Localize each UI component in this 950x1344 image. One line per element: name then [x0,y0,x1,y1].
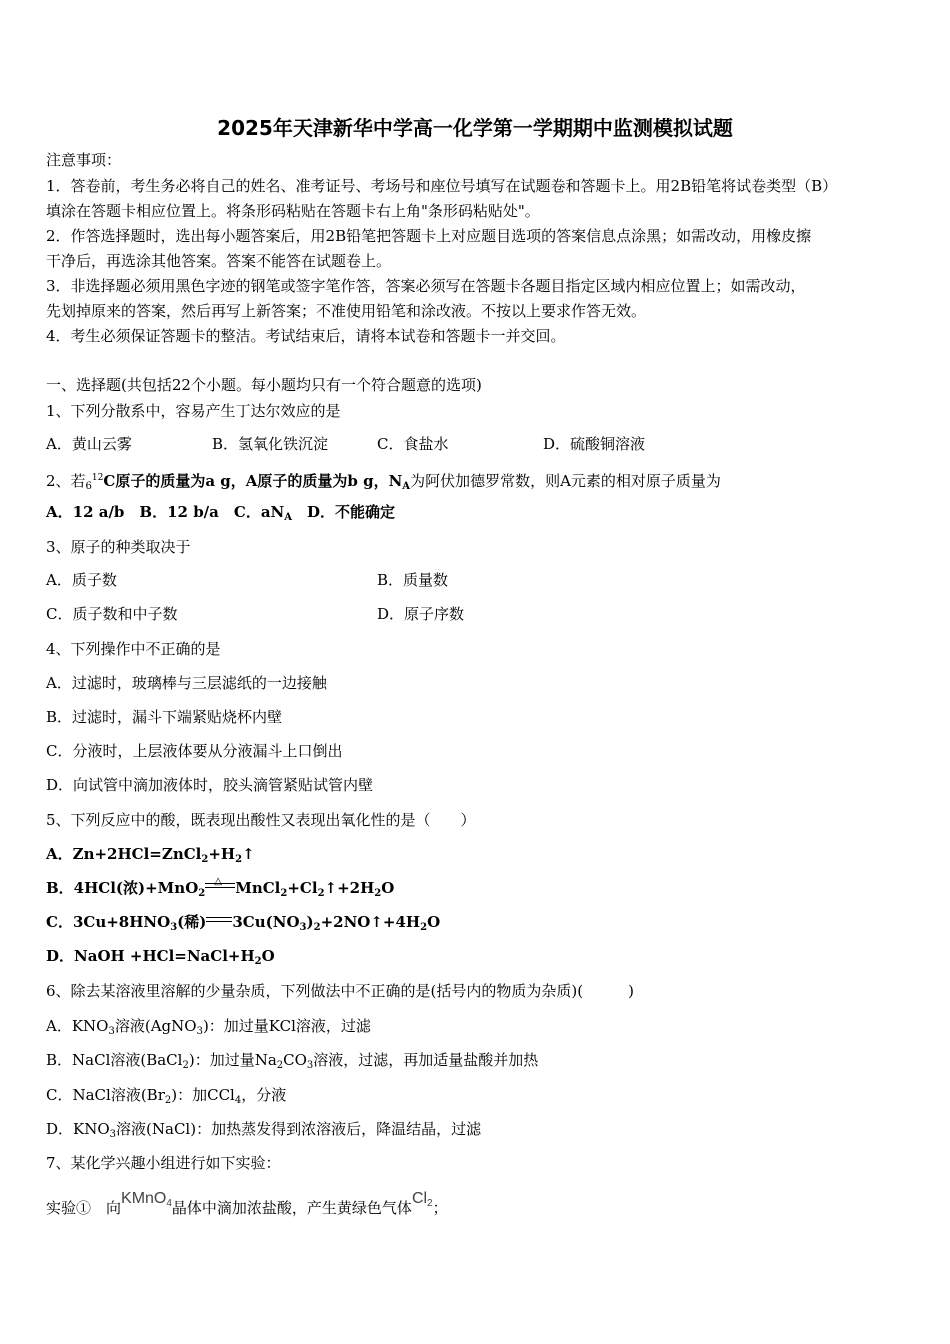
question-stem: 7、某化学兴趣小组进行如下实验： [46,1154,281,1172]
option-b: B．4HCl(浓)+MnO$_2$ △ $MnCl_2+Cl_2↑+2H_2O$ [46,876,395,899]
option-d: D．向试管中滴加液体时，胶头滴管紧贴试管内壁 [46,776,374,794]
option-a: A．$Zn+2HCl=ZnCl_2+H_2↑$ [46,845,255,865]
notice-line: 先划掉原来的答案，然后再写上新答案；不准使用铅笔和涂改液。不按以上要求作答无效。 [46,302,647,320]
notice-line: 2．作答选择题时，选出每小题答案后，用2B铅笔把答题卡上对应题目选项的答案信息点涂黑；如需改动，用橡皮擦 [46,227,812,245]
page-title: 2025年天津新华中学高一化学第一学期期中监测模拟试题 [217,116,733,140]
option-a: A．质子数 [46,571,117,589]
option-d: D．NaOH $+HCl=NaCl+H_2O$ [46,947,275,967]
option-c: C．NaCl溶液$(Br_2)$：加CCl$_4$，分液 [46,1086,287,1106]
notice-line: 干净后，再选涂其他答案。答案不能答在试题卷上。 [46,252,392,270]
question-options: A．12 a/b B．12 b/a C．$aN_A$ D．不能确定 [46,503,396,523]
section-heading: 一、选择题(共包括22个小题。每小题均只有一个符合题意的选项) [46,376,482,394]
question-stem: 5、下列反应中的酸，既表现出酸性又表现出氧化性的是（ ） [46,811,476,829]
notice-line: 1．答卷前，考生务必将自己的姓名、准考证号、考场号和座位号填写在试题卷和答题卡上。用2B铅笔将试卷类型（B） [46,177,838,195]
option-d: D．$KNO_3$溶液(NaCl)：加热蒸发得到浓溶液后，降温结晶，过滤 [46,1120,482,1140]
question-stem: 1、下列分散系中，容易产生丁达尔效应的是 [46,402,341,420]
question-stem: 6、除去某溶液里溶解的少量杂质，下列做法中不正确的是(括号内的物质为杂质)( ) [46,982,634,1000]
notice-heading: 注意事项： [46,151,122,169]
option-c: C．质子数和中子数 [46,605,178,623]
experiment-line: 实验① 向KMnO$_4$晶体中滴加浓盐酸，产生黄绿色气体$Cl_2$； [46,1190,448,1217]
notice-line: 3．非选择题必须用黑色字迹的钢笔或签字笔作答，答案必须写在答题卡各题目指定区域内相应位置上；如需改动， [46,277,806,295]
option-a: A．过滤时，玻璃棒与三层滤纸的一边接触 [46,674,327,692]
option-c: C．食盐水 [377,435,449,453]
option-b: B．氢氧化铁沉淀 [212,435,329,453]
option-a: A．黄山云雾 [46,435,132,453]
question-stem: 4、下列操作中不正确的是 [46,640,221,658]
option-b: B．质量数 [377,571,449,589]
option-a: A．$KNO_3$溶液(AgNO$_3$)：加过量KCl溶液，过滤 [46,1017,371,1037]
option-c: C．$3Cu+8HNO_3$(稀) $3Cu(NO_3)_2+2NO↑+4H_2O$ [46,913,441,933]
notice-line: 4．考生必须保证答题卡的整洁。考试结束后，请将本试卷和答题卡一并交回。 [46,327,566,345]
option-d: D．原子序数 [377,605,465,623]
option-c: C．分液时，上层液体要从分液漏斗上口倒出 [46,742,343,760]
question-stem: 2、若$_6^{12}$C原子的质量为a g，A原子的质量为b g，$N_A$为阿伏加德罗常数，则A元素的相对原子质量为 [46,472,721,492]
option-b: B．NaCl溶液(BaCl$_2$)：加过量$Na_2CO_3$溶液，过滤，再加适量盐酸并加热 [46,1051,539,1071]
heat-equals-sign: △ [205,881,235,891]
option-b: B．过滤时，漏斗下端紧贴烧杯内壁 [46,708,283,726]
notice-line: 填涂在答题卡相应位置上。将条形码粘贴在答题卡右上角"条形码粘贴处"。 [46,202,540,220]
equals-sign [206,915,232,925]
option-d: D．硫酸铜溶液 [543,435,646,453]
question-stem: 3、原子的种类取决于 [46,538,191,556]
